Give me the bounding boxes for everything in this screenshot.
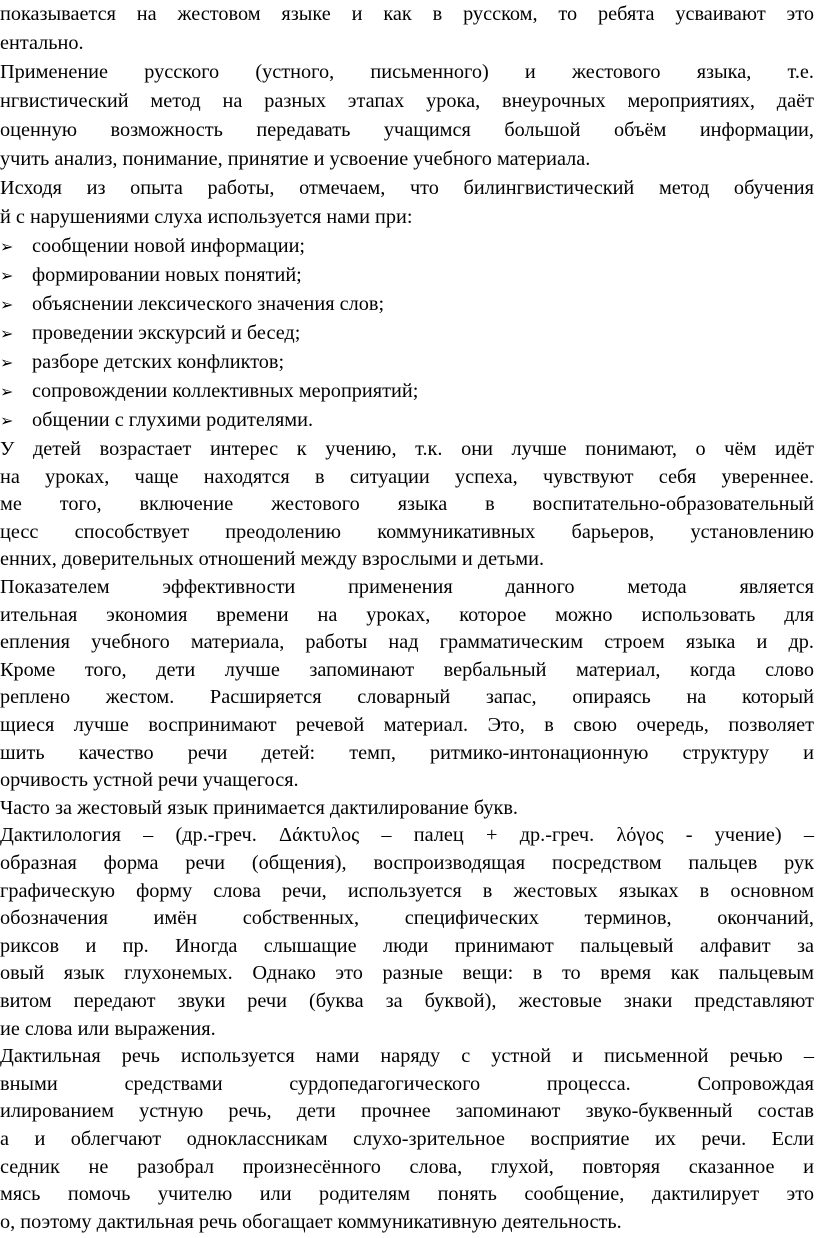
text-line: овый язык глухонемых. Однако это разные вещи: в то время как пальцевым xyxy=(0,962,814,985)
text-line: на уроках, чаще находятся в ситуации успеха, чувствуют себя увереннее. xyxy=(0,465,814,488)
text-line: учить анализ, понимание, принятие и усвоение учебного материала. xyxy=(0,148,591,170)
text-line: ие слова или выражения. xyxy=(0,1017,216,1040)
text-line: показывается на жестовом языке и как в русском, то ребята усваивают это xyxy=(0,3,814,25)
list-item xyxy=(0,377,418,405)
list-item-text: объяснении лексического значения слов; xyxy=(32,293,385,315)
text-line: Кроме того, дети лучше запоминают вербальный материал, когда слово xyxy=(0,658,814,681)
list-item-text: формировании новых понятий; xyxy=(32,264,302,286)
text-line: мясь помочь учителю или родителям понять сообщение, дактилирует это xyxy=(0,1183,814,1206)
text-line: Показателем эффективности применения данного метода является xyxy=(0,576,814,598)
text-line: обозначения имён собственных, специфических терминов, окончаний, xyxy=(0,907,814,930)
text-line: ме того, включение жестового языка в воспитательно-образовательный xyxy=(0,493,814,516)
list-item xyxy=(0,290,384,318)
text-line: щиеся лучше воспринимают речевой материал. Это, в свою очередь, позволяет xyxy=(0,714,814,736)
list-item xyxy=(0,261,302,289)
arrow-bullet-icon: ➢ xyxy=(0,237,14,256)
text-line: о, поэтому дактильная речь обогащает коммуникативную деятельность. xyxy=(0,1210,622,1233)
text-line: витом передают звуки речи (буква за буквой), жестовые знаки представляют xyxy=(0,990,814,1012)
text-line: реплено жестом. Расширяется словарный запас, опираясь на который xyxy=(0,686,814,709)
text-line: риксов и пр. Иногда слышащие люди принимают пальцевый алфавит за xyxy=(0,934,814,957)
text-line: шить качество речи детей: темп, ритмико-интонационную структуру и xyxy=(0,741,814,764)
list-item-text: сопровождении коллективных мероприятий; xyxy=(32,380,419,402)
text-line: Исходя из опыта работы, отмечаем, что билингвистический метод обучения xyxy=(0,177,814,199)
text-line: ентально. xyxy=(0,32,84,54)
text-line: седник не разобрал произнесённого слова, глухой, повторяя сказанное и xyxy=(0,1155,814,1178)
text-line: ительная экономия времени на уроках, которое можно использовать для xyxy=(0,603,814,626)
list-item-text: проведении экскурсий и бесед; xyxy=(32,322,301,344)
text-line: Дактилология – (др.-греч. Δάκτυλος – палец + др.-греч. λόγος - учение) – xyxy=(0,824,814,847)
text-line: епления учебного материала, работы над грамматическим строем языка и др. xyxy=(0,631,814,654)
arrow-bullet-icon: ➢ xyxy=(0,382,14,401)
text-line: образная форма речи (общения), воспроизводящая посредством пальцев рук xyxy=(0,852,814,874)
text-line: оценную возможность передавать учащимся большой объём информации, xyxy=(0,119,814,141)
arrow-bullet-icon: ➢ xyxy=(0,295,14,314)
text-line: Часто за жестовый язык принимается дактилирование букв. xyxy=(0,796,519,819)
text-line: Применение русского (устного, письменного) и жестового языка, т.е. xyxy=(0,61,814,83)
text-line: енних, доверительных отношений между взрослыми и детьми. xyxy=(0,548,545,571)
text-line: У детей возрастает интерес к учению, т.к. они лучше понимают, о чём идёт xyxy=(0,438,814,460)
text-line: вными средствами сурдопедагогического процесса. Сопровождая xyxy=(0,1072,814,1095)
list-item-text: сообщении новой информации; xyxy=(32,235,306,257)
list-item xyxy=(0,232,305,260)
text-line: орчивость устной речи учащегося. xyxy=(0,769,299,792)
list-item-text: разборе детских конфликтов; xyxy=(32,351,285,373)
arrow-bullet-icon: ➢ xyxy=(0,266,14,285)
list-item xyxy=(0,319,300,347)
text-line: нгвистический метод на разных этапах урока, внеурочных мероприятиях, даёт xyxy=(0,90,814,112)
list-item-text: общении с глухими родителями. xyxy=(32,409,314,431)
list-item xyxy=(0,348,284,376)
text-line: Дактильная речь используется нами наряду с устной и письменной речью – xyxy=(0,1045,814,1068)
list-item xyxy=(0,406,313,434)
arrow-bullet-icon: ➢ xyxy=(0,411,14,430)
arrow-bullet-icon: ➢ xyxy=(0,353,14,372)
text-line: й с нарушениями слуха используется нами при: xyxy=(0,206,413,228)
arrow-bullet-icon: ➢ xyxy=(0,324,14,343)
text-line: илированием устную речь, дети прочнее запоминают звуко-буквенный состав xyxy=(0,1100,814,1123)
text-line: а и облегчают одноклассникам слухо-зрительное восприятие их речи. Если xyxy=(0,1128,814,1150)
text-line: графическую форму слова речи, используется в жестовых языках в основном xyxy=(0,879,814,902)
text-line: цесс способствует преодолению коммуникативных барьеров, установлению xyxy=(0,520,814,543)
